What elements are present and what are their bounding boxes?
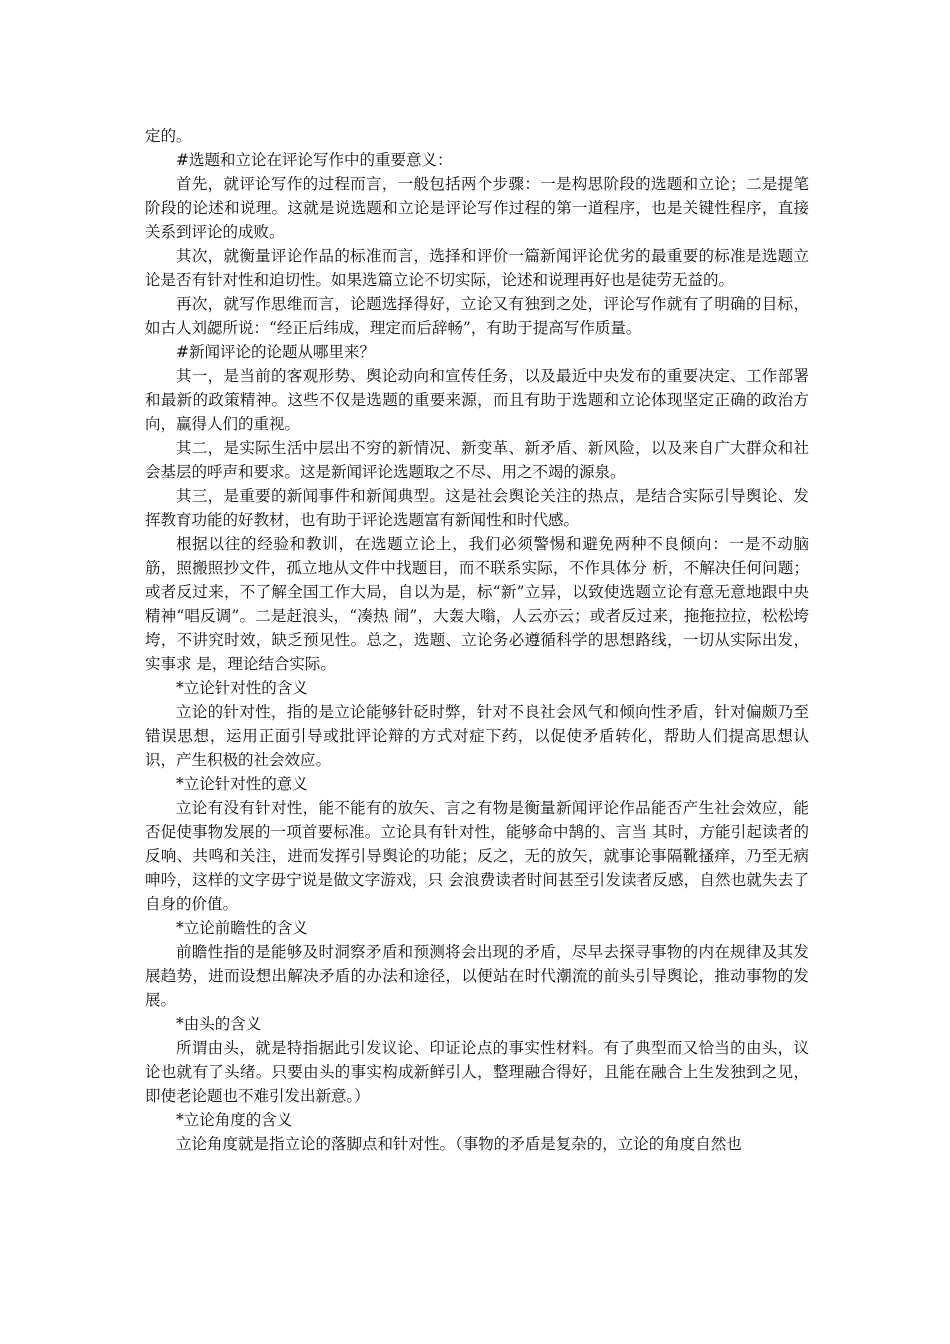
section-heading: *立论针对性的含义 xyxy=(176,679,308,697)
body-paragraph: 再次，就写作思维而言，论题选择得好，立论又有独到之处，评论写作就有了明确的目标，如古人刘勰所说：“经正后纬成，理定而后辞畅”，有助于提高写作质量。 xyxy=(145,295,809,337)
body-paragraph: 其一，是当前的客观形势、舆论动向和宣传任务，以及最近中央发布的重要决定、工作部署和最新的政策精神。这些不仅是选题的重要来源，而且有助于选题和立论体现坚定正确的政治方向，赢得人们的重视。 xyxy=(145,367,809,433)
section-heading: *立论针对性的意义 xyxy=(176,775,308,793)
document-page xyxy=(145,124,809,1156)
section-heading: *立论前瞻性的含义 xyxy=(176,919,308,937)
section-heading: #新闻评论的论题从哪里来？ xyxy=(176,343,375,361)
section-heading: *立论角度的含义 xyxy=(176,1111,293,1129)
body-paragraph: 立论角度就是指立论的落脚点和针对性。（事物的矛盾是复杂的，立论的角度自然也 xyxy=(176,1135,742,1153)
section-heading: #选题和立论在评论写作中的重要意义： xyxy=(176,151,453,169)
body-paragraph: 其三，是重要的新闻事件和新闻典型。这是社会舆论关注的热点，是结合实际引导舆论、发挥教育功能的好教材，也有助于评论选题富有新闻性和时代感。 xyxy=(145,487,809,529)
body-paragraph: 其次，就衡量评论作品的标准而言，选择和评价一篇新闻评论优劣的最重要的标准是选题立论是否有针对性和迫切性。如果选篇立论不切实际，论述和说理再好也是徒劳无益的。 xyxy=(145,247,809,289)
body-paragraph: 前瞻性指的是能够及时洞察矛盾和预测将会出现的矛盾，尽早去探寻事物的内在规律及其发展趋势，进而设想出解决矛盾的办法和途径，以便站在时代潮流的前头引导舆论，推动事物的发展。 xyxy=(145,943,809,1009)
body-paragraph: 根据以往的经验和教训，在选题立论上，我们必须警惕和避免两种不良倾向：一是不动脑筋，照搬照抄文件，孤立地从文件中找题目，而不联系实际，不作具体分 析，不解决任何问题；或者反过来，不了解全国工作大局，自以为是，标“新”立异，以致使选题立论有意无意地跟中央精神“唱反调”。二是赶浪头，“凑热 闹”，大轰大嗡，人云亦云；或者反过来，拖拖拉拉，松松垮垮，不讲究时效，缺乏预见性。总之，选题、立论务必遵循科学的思想路线，一切从实际出发，实事求 是，理论结合实际。 xyxy=(145,535,809,673)
continuation-text: 定的。 xyxy=(145,127,192,145)
section-heading: *由头的含义 xyxy=(176,1015,262,1033)
body-paragraph: 首先，就评论写作的过程而言，一般包括两个步骤：一是构思阶段的选题和立论；二是提笔阶段的论述和说理。这就是说选题和立论是评论写作过程的第一道程序，也是关键性程序，直接关系到评论的成败。 xyxy=(145,175,809,241)
body-paragraph: 所谓由头，就是特指据此引发议论、印证论点的事实性材料。有了典型而又恰当的由头，议论也就有了头绪。只要由头的事实构成新鲜引人，整理融合得好，且能在融合上生发独到之见，即使老论题也不难引发出新意。） xyxy=(145,1039,809,1105)
body-paragraph: 立论有没有针对性，能不能有的放矢、言之有物是衡量新闻评论作品能否产生社会效应，能否促使事物发展的一项首要标准。立论具有针对性，能够命中鹄的、言当 其时，方能引起读者的反响、共鸣和关注，进而发挥引导舆论的功能；反之，无的放矢，就事论事隔靴搔痒，乃至无病呻吟，这样的文字毋宁说是做文字游戏，只 会浪费读者时间甚至引发读者反感，自然也就失去了自身的价值。 xyxy=(145,799,809,913)
body-paragraph: 立论的针对性，指的是立论能够针砭时弊，针对不良社会风气和倾向性矛盾，针对偏颇乃至错误思想，运用正面引导或批评论辩的方式对症下药，以促使矛盾转化，帮助人们提高思想认识，产生积极的社会效应。 xyxy=(145,703,809,769)
body-paragraph: 其二，是实际生活中层出不穷的新情况、新变革、新矛盾、新风险，以及来自广大群众和社会基层的呼声和要求。这是新闻评论选题取之不尽、用之不竭的源泉。 xyxy=(145,439,809,481)
